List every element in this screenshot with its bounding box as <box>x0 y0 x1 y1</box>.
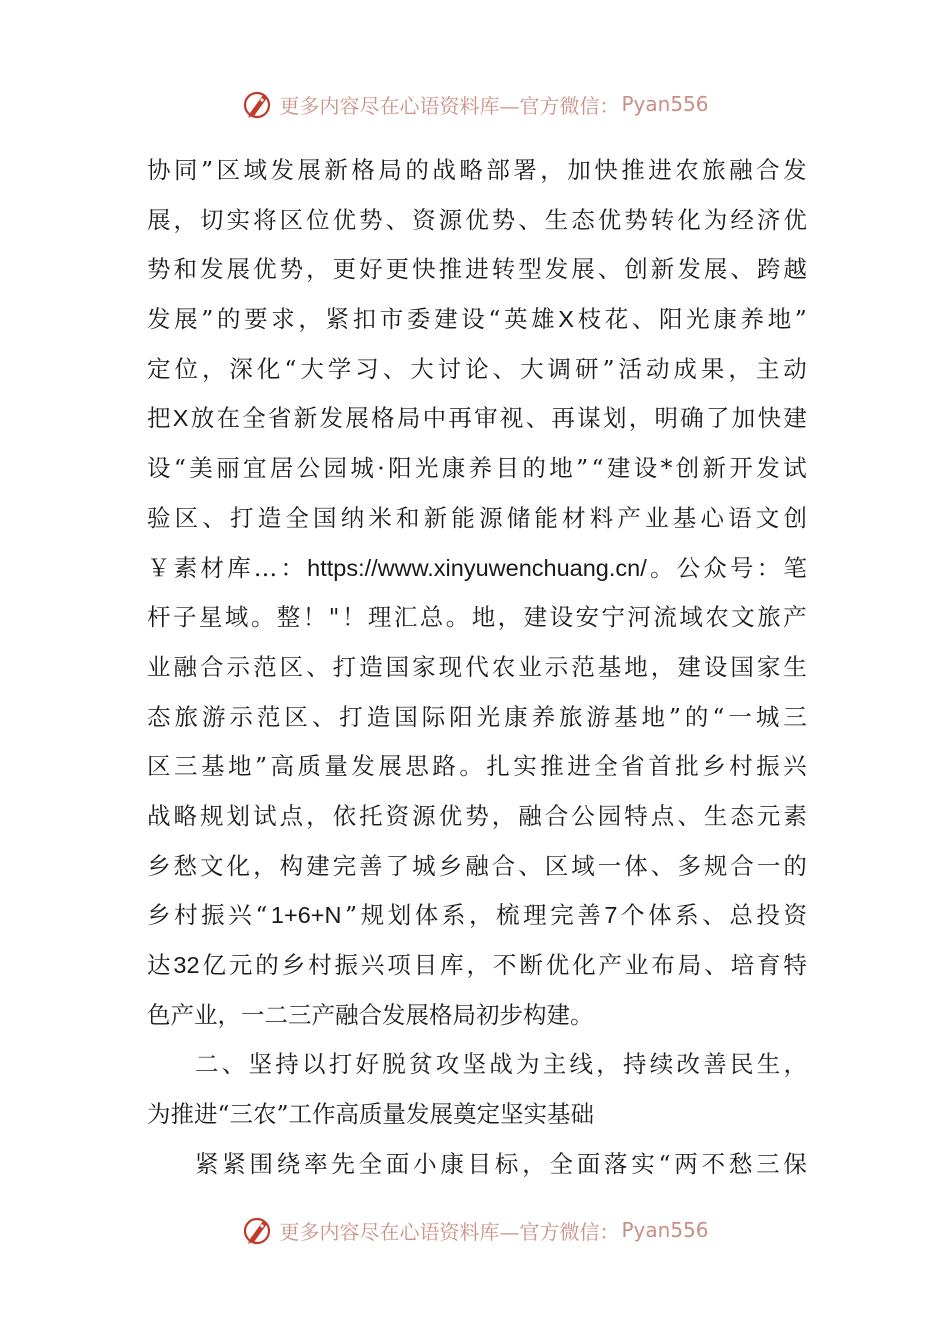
body-line: 达 32 亿 元 的 乡 村 振 兴 项 目 库 ， 不 断 优 化 产 业 布 局 、 培 育 特 <box>147 951 807 979</box>
body-line: 色 产 业 ， 一 二 三 产 融 合 发 展 格 局 初 步 构 建 。 <box>147 1000 594 1029</box>
body-line: 紧 紧 围 绕 率 先 全 面 小 康 目 标 ， 全 面 落 实 “ 两 不 愁 三 保 <box>195 1149 807 1178</box>
body-line: 展 ， 切 实 将 区 位 优 势 、 资 源 优 势 、 生 态 优 势 转 化 为 经 济 优 <box>147 205 807 234</box>
body-line: 验 区 、 打 造 全 国 纳 米 和 新 能 源 储 能 材 料 产 业 基 心 语 文 创 <box>147 503 807 532</box>
body-line: 设 “ 美 丽 宜 居 公 园 城 · 阳 光 康 养 目 的 地 ” “ 建 设 * 创 新 开 发 试 <box>147 454 807 483</box>
body-line: 区 三 基 地 ” 高 质 量 发 展 思 路 。 扎 实 推 进 全 省 首 批 乡 村 振 兴 <box>147 752 807 781</box>
footer-watermark <box>0 1210 950 1250</box>
pen-nib-logo-icon <box>241 87 275 121</box>
body-line: 乡 村 振 兴 “ 1+6+N ” 规 划 体 系 ， 梳 理 完 善 7 个 体 系 、 总 投 资 <box>147 901 807 930</box>
watermark-text: 更多内容尽在心语资料库—官方微信： <box>279 93 620 118</box>
body-line: 把 X 放 在 全 省 新 发 展 格 局 中 再 审 视 、 再 谋 划 ， 明 确 了 加 快 建 <box>147 404 807 433</box>
watermark-wechat-id: Pyan556 <box>621 92 709 116</box>
body-line: ￥ 素 材 库 … ： https://www.xinyuwenchuang.cn/ 。 公 众 号 ： 笔 <box>147 553 807 582</box>
body-line: 定 位 ， 深 化 “ 大 学 习 、 大 讨 论 、 大 调 研 ” 活 动 成 果 ， 主 动 <box>147 354 807 383</box>
watermark-text: 更多内容尽在心语资料库—官方微信： <box>279 1219 620 1244</box>
watermark-wechat-id: Pyan556 <box>621 1218 709 1242</box>
body-line: 态 旅 游 示 范 区 、 打 造 国 际 阳 光 康 养 旅 游 基 地 ” 的 “ 一 城 三 <box>147 702 807 731</box>
body-line: 协 同 ” 区 域 发 展 新 格 局 的 战 略 部 署 ， 加 快 推 进 农 旅 融 合 发 <box>147 156 807 184</box>
body-line: 发 展 ” 的 要 求 ， 紧 扣 市 委 建 设 “ 英 雄 X 枝 花 、 阳 光 康 养 地 ” <box>147 305 807 334</box>
document-body <box>147 146 807 1189</box>
body-line: 乡 愁 文 化 ， 构 建 完 善 了 城 乡 融 合 、 区 域 一 体 、 多 规 合 一 的 <box>147 851 807 880</box>
body-line: 战 略 规 划 试 点 ， 依 托 资 源 优 势 ， 融 合 公 园 特 点 、 生 态 元 素 <box>147 801 807 830</box>
body-line: 杆 子 星 域 。 整 ！ " ！ 理 汇 总 。 地 ， 建 设 安 宁 河 流 域 农 文 旅 产 <box>147 603 807 632</box>
body-line: 为 推 进 “ 三 农 ” 工 作 高 质 量 发 展 奠 定 坚 实 基 础 <box>147 1100 595 1129</box>
body-line: 业 融 合 示 范 区 、 打 造 国 家 现 代 农 业 示 范 基 地 ， 建 设 国 家 生 <box>147 652 807 681</box>
pen-nib-logo-icon <box>241 1213 275 1247</box>
body-line: 势 和 发 展 优 势 ， 更 好 更 快 推 进 转 型 发 展 、 创 新 发 展 、 跨 越 <box>147 255 807 284</box>
header-watermark <box>0 84 950 124</box>
body-line: 二 、 坚 持 以 打 好 脱 贫 攻 坚 战 为 主 线 ， 持 续 改 善 民 生 ， <box>195 1050 807 1079</box>
